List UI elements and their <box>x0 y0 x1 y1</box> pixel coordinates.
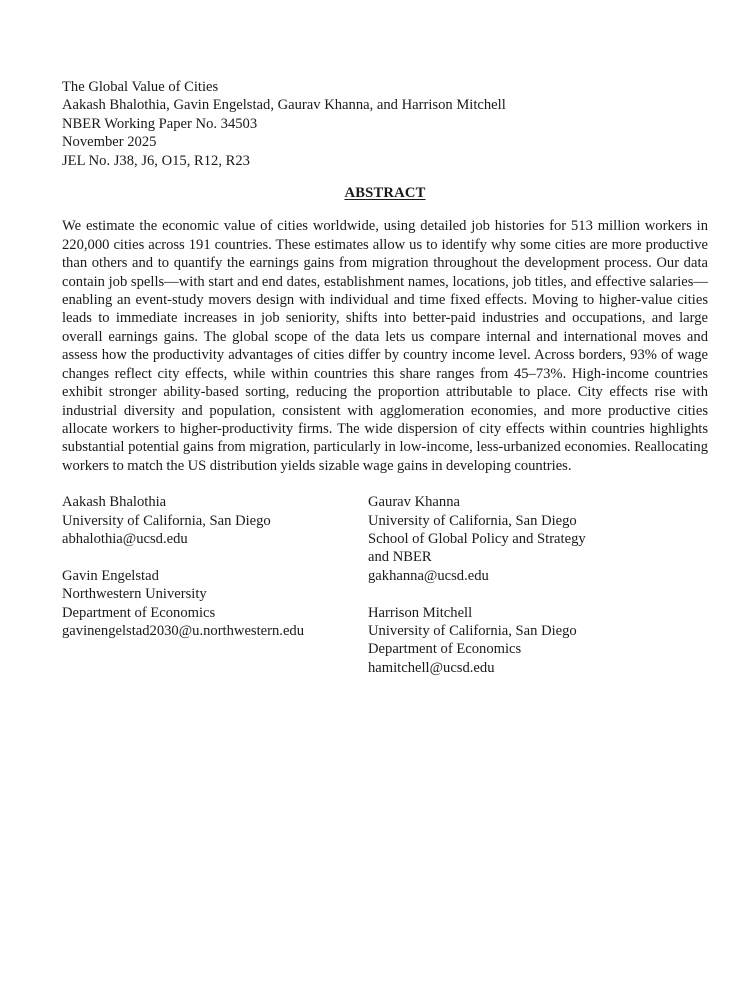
author-column-right <box>368 493 586 695</box>
author-list: Aakash Bhalothia, Gavin Engelstad, Gaurav Khanna, and Harrison Mitchell <box>62 97 506 114</box>
author-affiliation: University of California, San Diego <box>62 512 271 529</box>
author-entry-mitchell <box>368 604 586 678</box>
author-email[interactable]: gavinengelstad2030@u.northwestern.edu <box>62 622 305 639</box>
abstract-body: We estimate the economic value of cities worldwide, using detailed job histories for 513 million workers in 220,000 cities across 191 countries. These estimates allow us to identify why some cities are more productive than others and to quantify the earnings gains from migration throughout the development process. Our data contain job spells—with start and end dates, establishment names, locations, job titles, and effective salaries—enabling an event-study movers design with individual and time fixed effects. Moving to higher-value cities leads to immediate increases in job seniority, shifts into better-paid industries and occupations, and large overall earnings gains. The global scope of the data lets us compare internal and international moves and assess how the productivity advantages of cities differ by country income level. Across borders, 93% of wage changes reflect city effects, while within countries this share ranges from 45–73%. High-income countries exhibit stronger ability-based sorting, reducing the proportion attributable to place. City effects rise with industrial diversity and population, consistent with agglomeration economies, and more productive cities allocate workers to higher-productivity firms. The wide dispersion of city effects within countries highlights substantial potential gains from migration, particularly in low-income, less-urbanized economies. Reallocating workers to match the US distribution yields sizable wage gains in developing countries. <box>62 218 708 474</box>
abstract-heading: ABSTRACT <box>344 185 426 202</box>
author-department: Department of Economics <box>368 641 522 658</box>
author-name: Gaurav Khanna <box>368 494 460 511</box>
author-column-left <box>62 493 304 659</box>
working-paper-number: NBER Working Paper No. 34503 <box>62 115 258 132</box>
author-affiliation: Northwestern University <box>62 586 207 603</box>
author-name: Gavin Engelstad <box>62 567 159 584</box>
author-name: Aakash Bhalothia <box>62 494 167 511</box>
publication-date: November 2025 <box>62 134 157 151</box>
author-affiliation-extra: and NBER <box>368 549 432 566</box>
author-entry-bhalothia <box>62 493 304 548</box>
paper-page <box>62 78 708 693</box>
author-email[interactable]: abhalothia@ucsd.edu <box>62 530 188 547</box>
author-department: Department of Economics <box>62 604 216 621</box>
author-affiliations <box>62 493 708 693</box>
author-name: Harrison Mitchell <box>368 604 473 621</box>
author-entry-khanna <box>368 493 586 585</box>
paper-title: The Global Value of Cities <box>62 79 219 95</box>
author-affiliation: University of California, San Diego <box>368 512 577 529</box>
author-department: School of Global Policy and Strategy <box>368 530 586 547</box>
author-email[interactable]: gakhanna@ucsd.edu <box>368 567 489 584</box>
author-affiliation: University of California, San Diego <box>368 622 577 639</box>
author-entry-engelstad <box>62 567 304 641</box>
paper-header <box>62 78 708 170</box>
author-email[interactable]: hamitchell@ucsd.edu <box>368 659 495 676</box>
jel-codes: JEL No. J38, J6, O15, R12, R23 <box>62 152 250 169</box>
